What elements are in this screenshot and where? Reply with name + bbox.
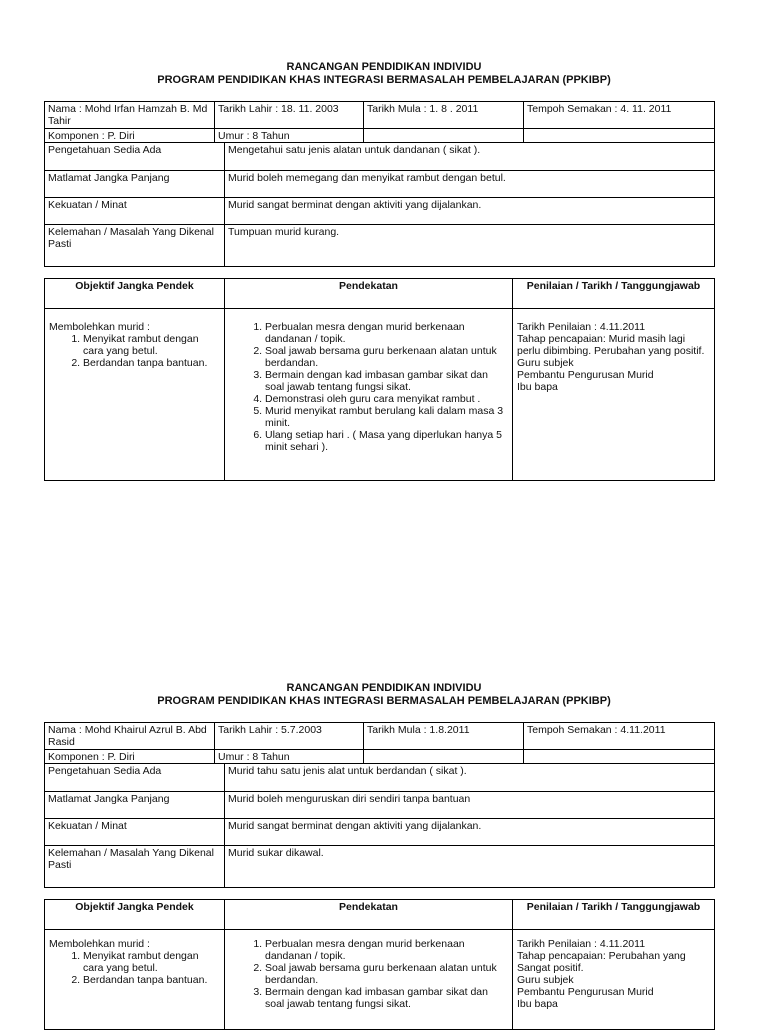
objektif-item: 2. Berdandan tanpa bantuan. [83, 357, 220, 369]
pendekatan-item: 5. Murid menyikat rambut berulang kali dalam masa 3 minit. [265, 405, 508, 429]
tarikh-lahir-cell: Tarikh Lahir : 18. 11. 2003 [215, 102, 364, 129]
komponen-cell: Komponen : P. Diri [45, 750, 215, 764]
penilaian-line: Ibu bapa [517, 998, 558, 1010]
profile-value: Murid sangat berminat dengan aktiviti yang dijalankan. [225, 198, 715, 225]
penilaian-line: Tarikh Penilaian : 4.11.2011 [517, 938, 646, 950]
tempoh-semakan-cell: Tempoh Semakan : 4.11.2011 [524, 723, 715, 750]
profile-label: Pengetahuan Sedia Ada [45, 764, 225, 792]
penilaian-cell [513, 309, 715, 481]
plan-title-line2: PROGRAM PENDIDIKAN KHAS INTEGRASI BERMASALAH PEMBELAJARAN (PPKIBP) [157, 695, 611, 707]
profile-value: Murid boleh menguruskan diri sendiri tanpa bantuan [225, 792, 715, 819]
pendekatan-item: 1. Perbualan mesra dengan murid berkenaan dandanan / topik. [265, 938, 508, 962]
penilaian-line: Ibu bapa [517, 381, 558, 393]
pendekatan-item: 3. Bermain dengan kad imbasan gambar sikat dan soal jawab tentang fungsi sikat. [265, 986, 508, 1010]
profile-value: Tumpuan murid kurang. [225, 225, 715, 267]
objektif-intro: Membolehkan murid : [49, 938, 150, 950]
plan-title-line1: RANCANGAN PENDIDIKAN INDIVIDU [286, 61, 482, 73]
umur-cell: Umur : 8 Tahun [215, 750, 364, 764]
profile-label: Kekuatan / Minat [45, 819, 225, 846]
plan-1-objective-table [44, 278, 715, 481]
plan-1-title [0, 61, 768, 87]
objektif-item: 2. Berdandan tanpa bantuan. [83, 974, 220, 986]
penilaian-line: Guru subjek [517, 357, 574, 369]
tempoh-semakan-cell: Tempoh Semakan : 4. 11. 2011 [524, 102, 715, 129]
pendekatan-cell [225, 930, 513, 1030]
header-penilaian: Penilaian / Tarikh / Tanggungjawab [513, 900, 715, 930]
pendekatan-item: 4. Demonstrasi oleh guru cara menyikat rambut . [265, 393, 508, 405]
objektif-intro: Membolehkan murid : [49, 321, 150, 333]
profile-label: Matlamat Jangka Panjang [45, 171, 225, 198]
tarikh-mula-cell: Tarikh Mula : 1.8.2011 [364, 723, 524, 750]
profile-value: Murid boleh memegang dan menyikat rambut dengan betul. [225, 171, 715, 198]
tarikh-lahir-cell: Tarikh Lahir : 5.7.2003 [215, 723, 364, 750]
plan-1-info-table [44, 101, 715, 143]
penilaian-line: Pembantu Pengurusan Murid [517, 986, 654, 998]
pendekatan-item: 6. Ulang setiap hari . ( Masa yang diperlukan hanya 5 minit sehari ). [265, 429, 508, 453]
penilaian-line: Guru subjek [517, 974, 574, 986]
pendekatan-cell [225, 309, 513, 481]
profile-label: Pengetahuan Sedia Ada [45, 143, 225, 171]
plan-2-profile-table [44, 763, 715, 888]
tarikh-mula-cell: Tarikh Mula : 1. 8 . 2011 [364, 102, 524, 129]
plan-2-info-table [44, 722, 715, 764]
header-objektif: Objektif Jangka Pendek [45, 279, 225, 309]
pendekatan-item: 3. Bermain dengan kad imbasan gambar sikat dan soal jawab tentang fungsi sikat. [265, 369, 508, 393]
komponen-cell: Komponen : P. Diri [45, 129, 215, 143]
objektif-item: 1. Menyikat rambut dengan cara yang betul. [83, 333, 220, 357]
umur-cell: Umur : 8 Tahun [215, 129, 364, 143]
profile-value: Murid tahu satu jenis alat untuk berdandan ( sikat ). [225, 764, 715, 792]
objektif-item: 1. Menyikat rambut dengan cara yang betul. [83, 950, 220, 974]
penilaian-line: Tarikh Penilaian : 4.11.2011 [517, 321, 646, 333]
plan-1-profile-table [44, 142, 715, 267]
header-pendekatan: Pendekatan [225, 900, 513, 930]
profile-label: Kelemahan / Masalah Yang Dikenal Pasti [45, 225, 225, 267]
plan-2-objective-table [44, 899, 715, 1030]
header-objektif: Objektif Jangka Pendek [45, 900, 225, 930]
profile-label: Kelemahan / Masalah Yang Dikenal Pasti [45, 846, 225, 888]
pendekatan-item: 1. Perbualan mesra dengan murid berkenaan dandanan / topik. [265, 321, 508, 345]
nama-cell: Nama : Mohd Irfan Hamzah B. Md Tahir [45, 102, 215, 129]
penilaian-line: Pembantu Pengurusan Murid [517, 369, 654, 381]
profile-value: Mengetahui satu jenis alatan untuk dandanan ( sikat ). [225, 143, 715, 171]
header-penilaian: Penilaian / Tarikh / Tanggungjawab [513, 279, 715, 309]
plan-title-line2: PROGRAM PENDIDIKAN KHAS INTEGRASI BERMASALAH PEMBELAJARAN (PPKIBP) [157, 74, 611, 86]
nama-cell: Nama : Mohd Khairul Azrul B. Abd Rasid [45, 723, 215, 750]
plan-title-line1: RANCANGAN PENDIDIKAN INDIVIDU [286, 682, 482, 694]
profile-label: Matlamat Jangka Panjang [45, 792, 225, 819]
penilaian-line: Tahap pencapaian: Murid masih lagi perlu dibimbing. Perubahan yang positif. [517, 333, 705, 357]
profile-value: Murid sangat berminat dengan aktiviti yang dijalankan. [225, 819, 715, 846]
plan-2-title [0, 682, 768, 708]
profile-value: Murid sukar dikawal. [225, 846, 715, 888]
penilaian-cell [513, 930, 715, 1030]
profile-label: Kekuatan / Minat [45, 198, 225, 225]
objektif-cell [45, 309, 225, 481]
pendekatan-item: 2. Soal jawab bersama guru berkenaan alatan untuk berdandan. [265, 962, 508, 986]
objektif-cell [45, 930, 225, 1030]
pendekatan-item: 2. Soal jawab bersama guru berkenaan alatan untuk berdandan. [265, 345, 508, 369]
header-pendekatan: Pendekatan [225, 279, 513, 309]
penilaian-line: Tahap pencapaian: Perubahan yang Sangat positif. [517, 950, 686, 974]
